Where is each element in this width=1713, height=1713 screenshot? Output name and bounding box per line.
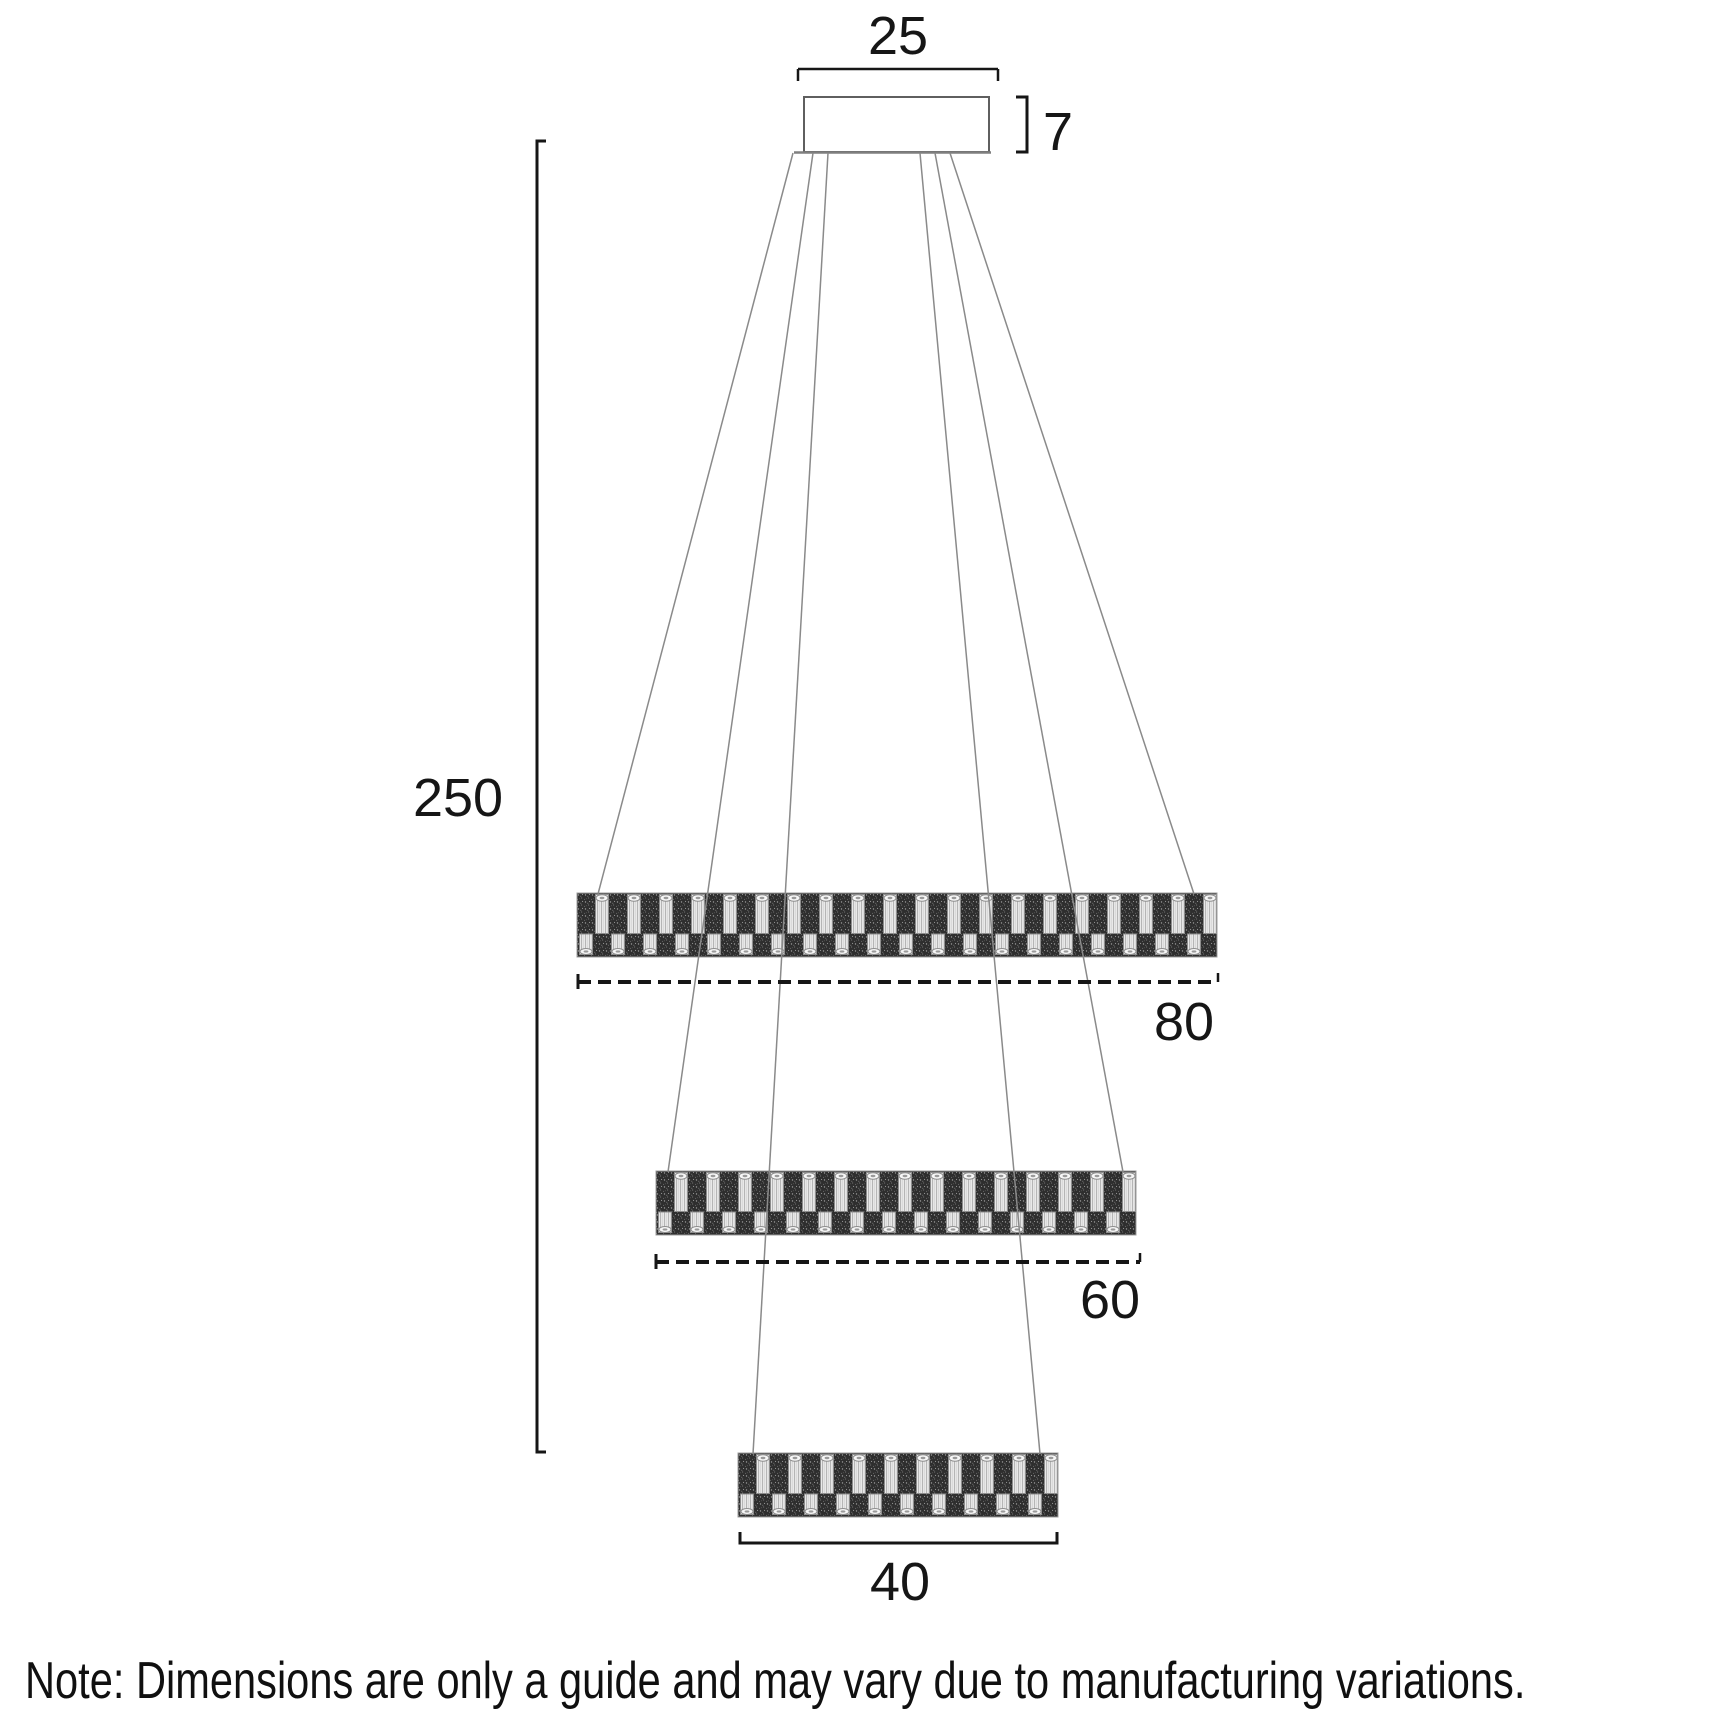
dim-tier-medium-label: 60 [1079,1270,1141,1330]
dim-canopy-depth [1016,97,1073,162]
cable-left-inner [753,153,828,1454]
dim-tier-medium [656,1253,1140,1330]
dim-tier-small-label: 40 [869,1552,931,1612]
cable-right-outer [950,153,1194,894]
canopy-box [804,97,989,152]
dim-overall-drop [413,141,546,1452]
cable-right-inner [920,153,1040,1454]
dim-canopy-width [798,6,998,81]
cable-left-middle [668,153,813,1172]
dim-tier-large-label: 80 [1153,992,1215,1052]
tier-bar-large [577,893,1217,957]
note-text: Note: Dimensions are only a guide and may vary due to manufacturing variations. [25,1650,1526,1710]
dim-tier-large [578,973,1218,1052]
canopy [794,97,991,153]
tier-bar-small [738,1453,1058,1517]
suspension-cables [598,153,1194,1454]
dim-canopy-width-label: 25 [867,6,929,66]
dim-tier-small [740,1532,1057,1612]
cable-left-outer [598,153,793,894]
cable-right-middle [935,153,1123,1172]
dim-canopy-depth-label: 7 [1043,102,1074,162]
tier-bar-medium [656,1171,1136,1235]
dim-overall-drop-label: 250 [412,768,504,828]
